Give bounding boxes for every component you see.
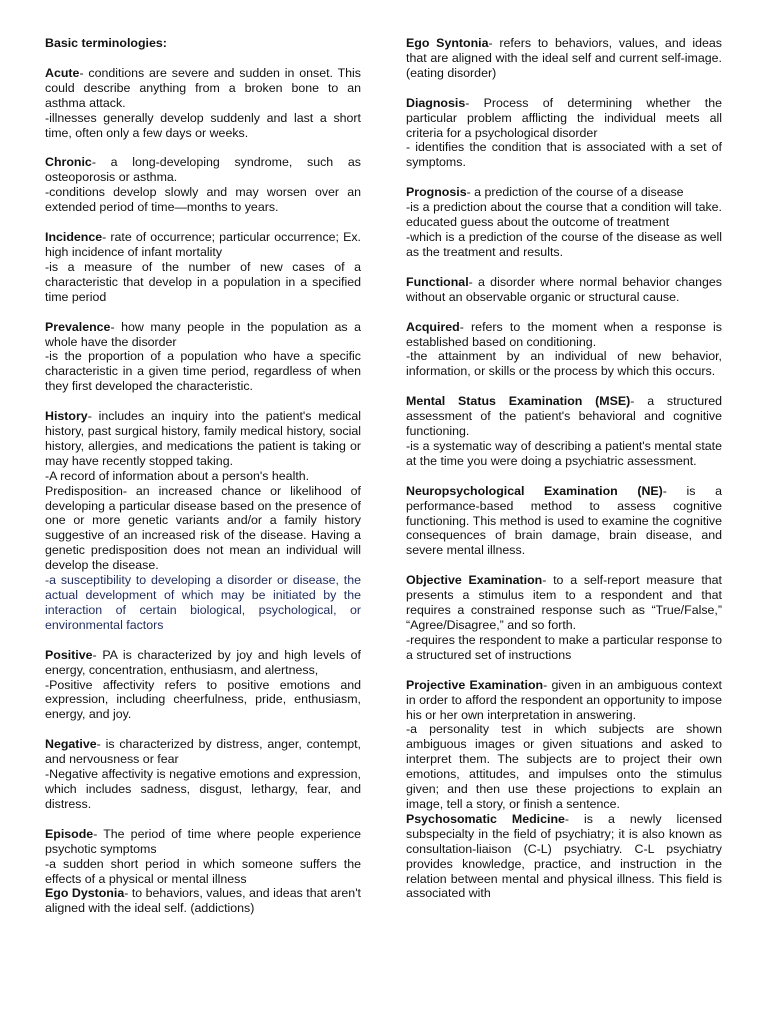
definition-paragraph: Predisposition- an increased chance or likelihood of developing a particular disease based on the presence of one or more genetic variants and/or a family history suggestive of an increased risk of the disease. Having a genetic predisposition does not mean an individual will develop the disease. xyxy=(45,483,361,573)
term-label: Episode xyxy=(45,826,94,841)
term-label: Psychosomatic Medicine xyxy=(406,811,565,826)
definition-paragraph xyxy=(45,230,361,260)
definition-text: - a disorder where normal behavior changes without an observable organic or structural cause. xyxy=(406,274,722,304)
definition-paragraph: -which is a prediction of the course of the disease as well as the treatment and results. xyxy=(406,229,722,259)
term-label: Mental Status Examination (MSE) xyxy=(406,394,631,409)
definition-paragraph: -A record of information about a person's health. xyxy=(45,468,310,483)
definition-paragraph: -conditions develop slowly and may worsen over an extended period of time—months to years. xyxy=(45,185,361,215)
definition-text: - refers to behaviors, values, and ideas that are aligned with the ideal self and current self-image. (eating disorder) xyxy=(406,36,722,80)
definition-paragraph xyxy=(406,185,722,200)
term-entry-history xyxy=(45,409,361,633)
term-entry-episode xyxy=(45,827,361,887)
term-entry-prognosis xyxy=(406,185,722,260)
definition-text: - rate of occurrence; particular occurrence; Ex. high incidence of infant mortality xyxy=(45,230,361,259)
definition-paragraph xyxy=(45,320,361,350)
term-entry-diagnosis xyxy=(406,96,722,171)
term-entry-psychosomatic-medicine xyxy=(406,812,722,901)
definition-text: - conditions are severe and sudden in onset. This could describe anything from a broken bone to an asthma attack. xyxy=(45,65,361,110)
term-label: Acquired xyxy=(406,319,460,334)
term-label: Objective Examination xyxy=(406,573,543,588)
term-label: Prevalence xyxy=(45,319,111,334)
definition-text: - a prediction of the course of a disease xyxy=(466,185,684,200)
definition-paragraph xyxy=(45,737,361,767)
definition-text: - to behaviors, values, and ideas that aren't aligned with the ideal self. (addictions) xyxy=(45,886,362,916)
term-entry-ego-dystonia xyxy=(45,886,361,916)
term-entry-incidence xyxy=(45,230,361,305)
definition-text: - is a newly licensed subspecialty in the field of psychiatry; it is also known as consultation-liaison (C-L) psychiatry. C-L psychiatry provides knowledge, practice, and instruction in the relation between mental and physical illness. This field is associated with xyxy=(406,811,722,901)
definition-paragraph xyxy=(45,66,361,111)
term-entry-neuropsychological-examination xyxy=(406,484,722,559)
term-label: Acute xyxy=(45,65,80,80)
definition-paragraph: -Negative affectivity is negative emotions and expression, which includes sadness, disgust, lethargy, fear, and distress. xyxy=(45,767,361,811)
definition-paragraph: -is the proportion of a population who have a specific characteristic in a given time period, regardless of when they first developed the characteristic. xyxy=(45,349,361,394)
definition-text: - includes an inquiry into the patient's medical history, past surgical history, family medical history, social history, allergies, and medications the patient is taking or may have recently stopped taking. xyxy=(45,409,361,468)
term-label: Neuropsychological Examination (NE) xyxy=(406,483,663,498)
term-label: Projective Examination xyxy=(406,677,544,692)
term-label: Diagnosis xyxy=(406,95,466,110)
term-entry-positive xyxy=(45,648,361,723)
definition-paragraph xyxy=(406,394,722,439)
definition-paragraph xyxy=(45,409,361,469)
definition-paragraph: -a sudden short period in which someone suffers the effects of a physical or mental illness xyxy=(45,856,361,886)
term-label: Ego Syntonia xyxy=(406,36,489,50)
term-label: Chronic xyxy=(45,155,92,170)
definition-paragraph: - identifies the condition that is associated with a set of symptoms. xyxy=(406,140,722,170)
definition-paragraph xyxy=(406,36,722,81)
definition-paragraph: -a personality test in which subjects are shown ambiguous images or given situations and asked to interpret them. The subjects are to project their own emotions, attitudes, and impulses onto the stimulus given; and then use these projections to explain an image, tell a story, or finish a sentence. xyxy=(406,722,722,811)
definition-paragraph: -requires the respondent to make a particular response to a structured set of instructions xyxy=(406,632,722,662)
term-entry-negative xyxy=(45,737,361,812)
definition-text: - a long-developing syndrome, such as osteoporosis or asthma. xyxy=(45,155,361,185)
right-column xyxy=(406,36,722,901)
term-label: History xyxy=(45,409,88,424)
definition-paragraph: -Positive affectivity refers to positive emotions and expression, including cheerfulness, pride, enthusiasm, energy, and joy. xyxy=(45,677,361,722)
term-entry-functional xyxy=(406,275,722,305)
definition-paragraph xyxy=(45,155,361,185)
definition-paragraph: -is a measure of the number of new cases of a characteristic that develop in a population in a specified time period xyxy=(45,259,361,304)
term-entry-chronic xyxy=(45,155,361,215)
highlighted-definition-paragraph: -a susceptibility to developing a disorder or disease, the actual development of which may be initiated by the interaction of certain biological, psychological, or environmental factors xyxy=(45,573,361,632)
definition-text: - Process of determining whether the particular problem afflicting the individual meets all criteria for a psychological disorder xyxy=(406,95,722,140)
term-label: Functional xyxy=(406,274,469,289)
term-label: Negative xyxy=(45,737,97,752)
definition-paragraph xyxy=(406,573,722,633)
page-heading: Basic terminologies: xyxy=(45,36,167,50)
term-entry-prevalence xyxy=(45,320,361,395)
term-entry-ego-syntonia xyxy=(406,36,722,81)
definition-text: - refers to the moment when a response is established based on conditioning. xyxy=(406,319,722,349)
term-entry-acute xyxy=(45,66,361,141)
definition-paragraph xyxy=(406,678,722,723)
definition-text: - a structured assessment of the patient's behavioral and cognitive functioning. xyxy=(406,394,722,439)
definition-paragraph: -illnesses generally develop suddenly and last a short time, often only a few days or weeks. xyxy=(45,110,361,140)
term-label: Prognosis xyxy=(406,185,467,200)
definition-paragraph: -is a prediction about the course that a condition will take. educated guess about the outcome of treatment xyxy=(406,200,722,230)
definition-paragraph xyxy=(45,886,361,916)
definition-paragraph xyxy=(45,827,361,857)
definition-paragraph: -is a systematic way of describing a patient's mental state at the time you were doing a psychiatric assessment. xyxy=(406,438,722,468)
term-entry-objective-examination xyxy=(406,573,722,662)
term-entry-projective-examination xyxy=(406,678,722,812)
definition-paragraph xyxy=(406,320,722,350)
definition-paragraph: -the attainment by an individual of new behavior, information, or skills or the process by which this occurs. xyxy=(406,349,722,379)
term-label: Incidence xyxy=(45,230,103,245)
definition-paragraph xyxy=(406,484,722,559)
definition-text: - is characterized by distress, anger, contempt, and nervousness or fear xyxy=(45,737,361,767)
term-entry-acquired xyxy=(406,320,722,380)
definition-text: - PA is characterized by joy and high levels of energy, concentration, enthusiasm, and alertness, xyxy=(45,647,361,677)
definition-text: - given in an ambiguous context in order to afford the respondent an opportunity to impose his or her own interpretation in answering. xyxy=(406,677,722,722)
definition-text: - is a performance-based method to assess cognitive functioning. This method is used to examine the cognitive consequences of brain damage, brain disease, and severe mental illness. xyxy=(406,483,722,558)
term-label: Ego Dystonia xyxy=(45,886,125,901)
term-label: Positive xyxy=(45,647,93,662)
definition-paragraph xyxy=(45,648,361,678)
definition-paragraph xyxy=(406,96,722,141)
left-column xyxy=(45,36,361,916)
definition-paragraph xyxy=(406,812,722,901)
definition-text: - how many people in the population as a whole have the disorder xyxy=(45,319,361,349)
definition-text: - to a self-report measure that presents a stimulus item to a respondent and that requires a constrained response such as “True/False,” “Agree/Disagree,” and so forth. xyxy=(406,573,722,632)
term-entry-mental-status-examination xyxy=(406,394,722,469)
definition-paragraph xyxy=(406,275,722,305)
definition-text: - The period of time where people experience psychotic symptoms xyxy=(45,826,361,856)
